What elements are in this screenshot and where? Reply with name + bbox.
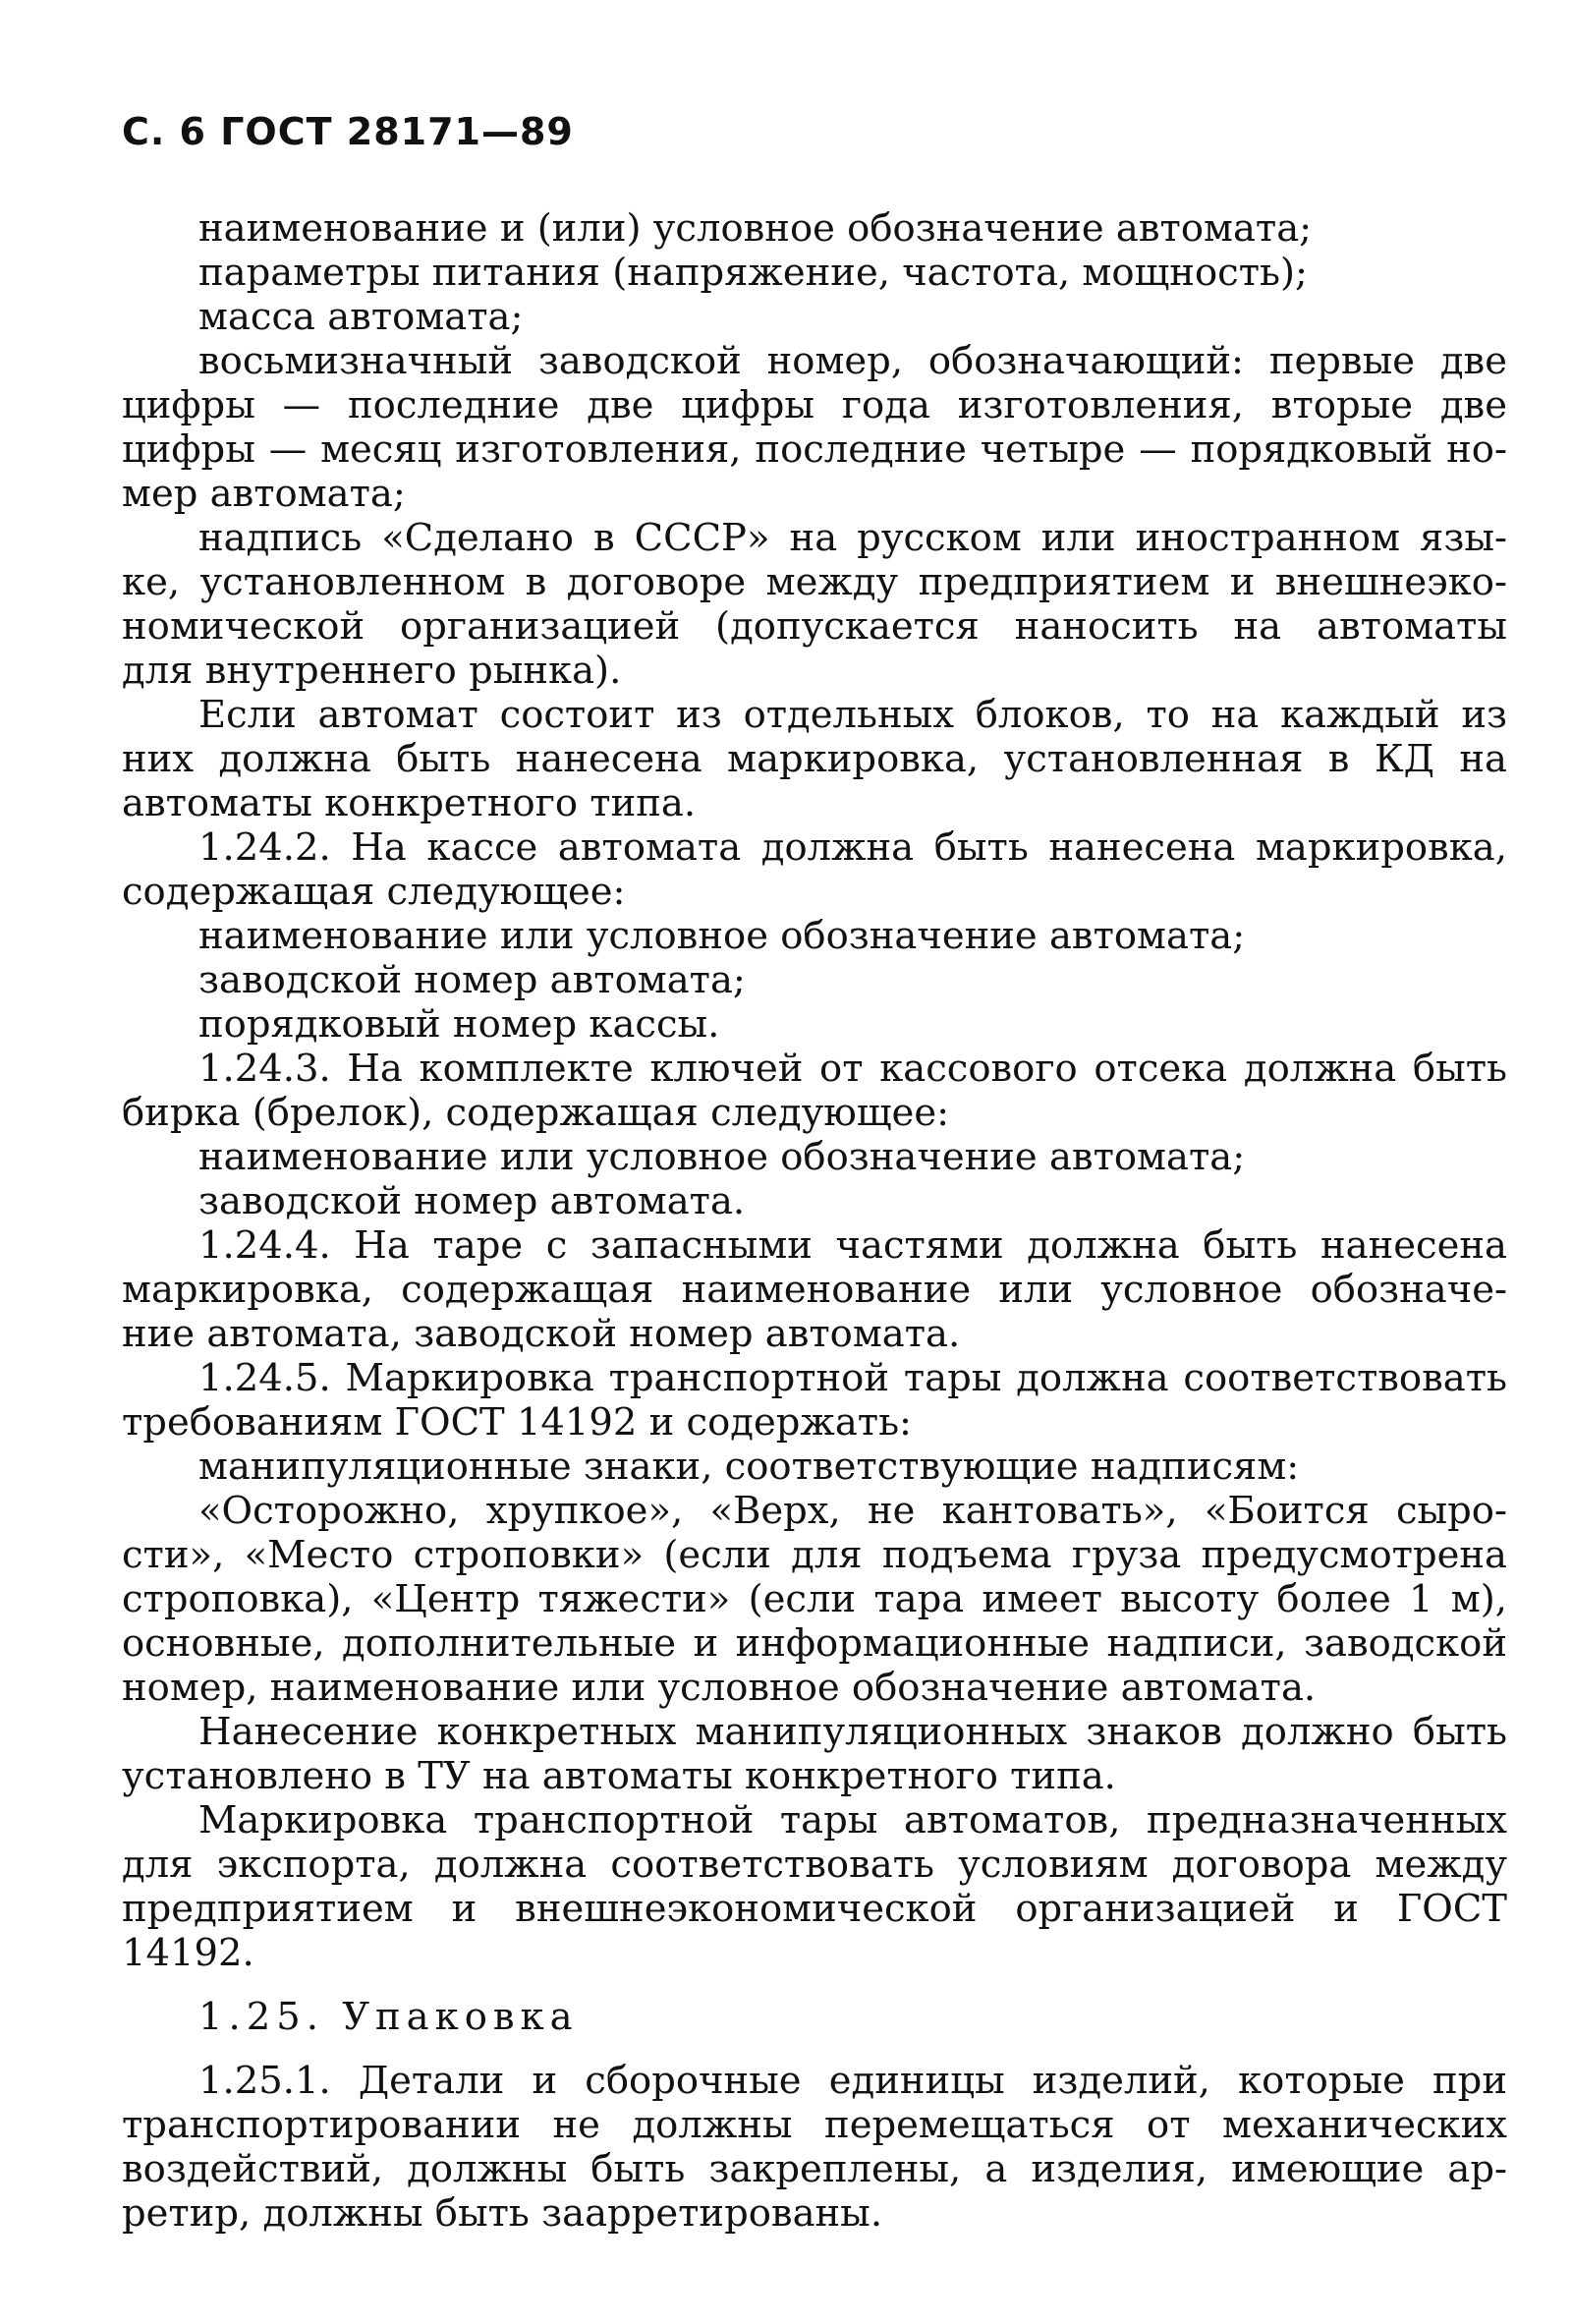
text-line: строповка), «Центр тяжести» (если тара имеет высоту более 1 м), <box>122 1577 1507 1621</box>
text-line: цифры — последние две цифры года изготовления, вторые две <box>122 383 1507 427</box>
page-header: С. 6 ГОСТ 28171—89 <box>122 110 574 153</box>
text-line: 1.24.4. На таре с запасными частями должна быть нанесена <box>198 1223 1507 1268</box>
text-line: сти», «Место строповки» (если для подъема груза предусмотрена <box>122 1533 1507 1577</box>
text-line: 14192. <box>122 1931 254 1975</box>
text-line: 1.24.2. На кассе автомата должна быть нанесена маркировка, <box>198 825 1507 870</box>
text-line: «Осторожно, хрупкое», «Верх, не кантовать», «Боится сыро- <box>198 1489 1507 1533</box>
text-line: наименование или условное обозначение автомата; <box>198 1135 1246 1179</box>
text-line: них должна быть нанесена маркировка, установленная в КД на <box>122 737 1507 781</box>
text-line: установлено в ТУ на автоматы конкретного типа. <box>122 1754 1116 1798</box>
text-line: требованиям ГОСТ 14192 и содержать: <box>122 1400 913 1445</box>
text-line: ретир, должны быть заарретированы. <box>122 2191 883 2236</box>
text-line: основные, дополнительные и информационные надписи, заводской <box>122 1621 1507 1666</box>
text-line: 1.25.1. Детали и сборочные единицы изделий, которые при <box>198 2059 1507 2103</box>
text-line: содержащая следующее: <box>122 870 626 914</box>
section-heading: 1.25. Упаковка <box>198 1995 579 2039</box>
text-line: ние автомата, заводской номер автомата. <box>122 1312 961 1356</box>
text-line: манипуляционные знаки, соответствующие надписям: <box>198 1445 1300 1489</box>
text-line: маркировка, содержащая наименование или условное обозначе- <box>122 1268 1507 1312</box>
text-line: наименование и (или) условное обозначение автомата; <box>198 206 1313 251</box>
text-line: масса автомата; <box>198 295 524 339</box>
text-line: для внутреннего рынка). <box>122 649 622 693</box>
text-line: заводской номер автомата. <box>198 1179 746 1223</box>
text-line: бирка (брелок), содержащая следующее: <box>122 1091 950 1135</box>
text-line: мер автомата; <box>122 472 406 516</box>
text-line: номической организацией (допускается наносить на автоматы <box>122 604 1507 649</box>
text-line: параметры питания (напряжение, частота, мощность); <box>198 251 1308 295</box>
text-line: воздействий, должны быть закреплены, а изделия, имеющие ар- <box>122 2147 1507 2191</box>
text-line: автоматы конкретного типа. <box>122 781 697 825</box>
text-line: номер, наименование или условное обозначение автомата. <box>122 1666 1317 1710</box>
text-line: порядковый номер кассы. <box>198 1002 720 1047</box>
text-line: 1.24.5. Маркировка транспортной тары должна соответствовать <box>198 1356 1507 1400</box>
text-line: 1.24.3. На комплекте ключей от кассового отсека должна быть <box>198 1047 1507 1091</box>
text-line: Если автомат состоит из отдельных блоков, то на каждый из <box>198 693 1507 737</box>
spacer <box>122 2039 1507 2059</box>
text-line: надпись «Сделано в СССР» на русском или иностранном язы- <box>198 516 1507 560</box>
text-line: цифры — месяц изготовления, последние четыре — порядковый но- <box>122 427 1507 472</box>
text-line: транспортировании не должны перемещаться от механических <box>122 2103 1507 2147</box>
text-line: заводской номер автомата; <box>198 958 746 1002</box>
text-line: восьмизначный заводской номер, обозначающий: первые две <box>198 339 1507 383</box>
text-line: ке, установленном в договоре между предприятием и внешнеэко- <box>122 560 1507 604</box>
text-line: для экспорта, должна соответствовать условиям договора между <box>122 1842 1507 1887</box>
spacer <box>122 1975 1507 1995</box>
text-line: Нанесение конкретных манипуляционных знаков должно быть <box>198 1710 1507 1754</box>
text-line: предприятием и внешнеэкономической организацией и ГОСТ <box>122 1887 1507 1931</box>
text-line: наименование или условное обозначение автомата; <box>198 914 1246 958</box>
text-line: Маркировка транспортной тары автоматов, предназначенных <box>198 1798 1507 1842</box>
document-body <box>122 206 1507 2236</box>
